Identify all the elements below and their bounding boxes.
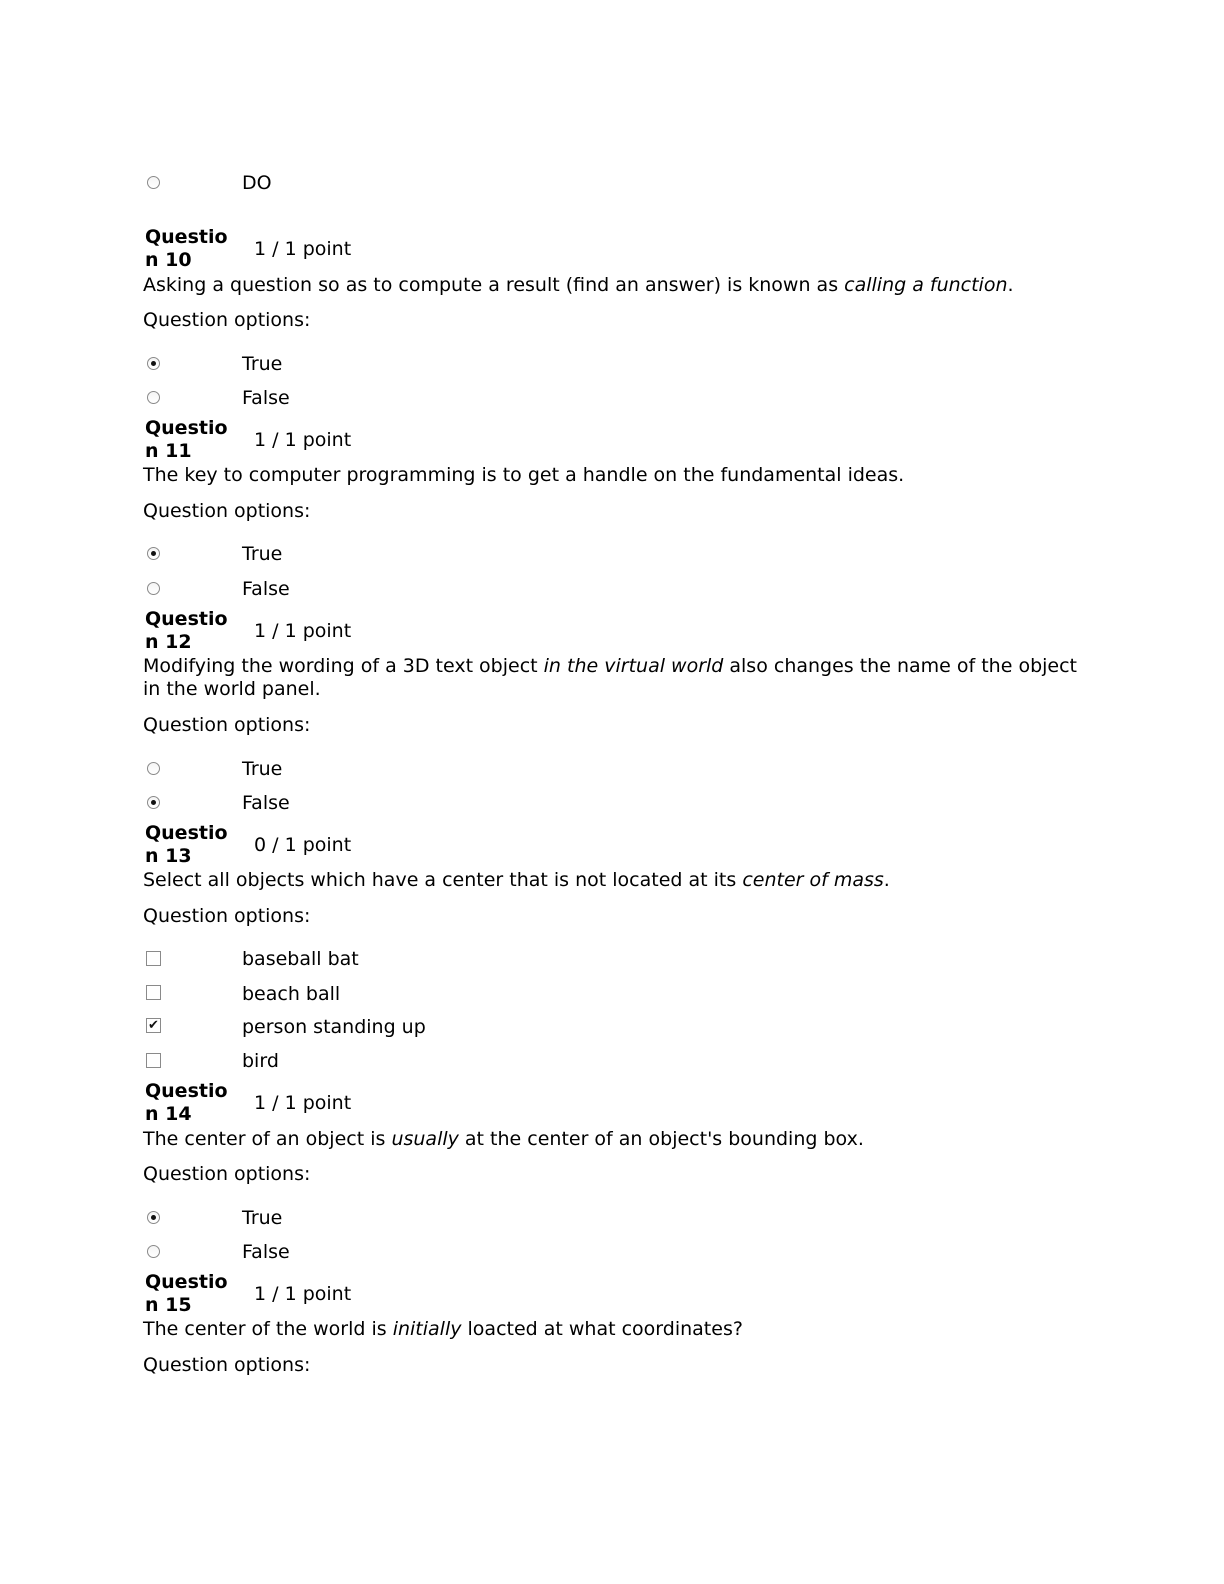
q14-option-false: False [242, 1241, 290, 1263]
q11-radio-true[interactable] [147, 547, 160, 560]
radio-do[interactable] [147, 176, 160, 189]
q14-radio-false[interactable] [147, 1245, 160, 1258]
q13-option-bird: bird [242, 1050, 279, 1072]
question-14-heading: Questio n 14 [145, 1080, 228, 1125]
question-13-heading: Questio n 13 [145, 822, 228, 867]
question-12-heading: Questio n 12 [145, 608, 228, 653]
q11-radio-false[interactable] [147, 582, 160, 595]
q12-radio-false[interactable] [147, 796, 160, 809]
question-11-options-label: Question options: [143, 500, 311, 522]
q11-option-false: False [242, 578, 290, 600]
q13-option-person-standing-up: person standing up [242, 1016, 426, 1038]
q10-radio-false[interactable] [147, 391, 160, 404]
q13-option-beach-ball: beach ball [242, 983, 341, 1005]
q13-option-baseball-bat: baseball bat [242, 948, 359, 970]
question-11-heading: Questio n 11 [145, 417, 228, 462]
q10-radio-true[interactable] [147, 357, 160, 370]
checkmark-icon: ✔ [148, 1018, 159, 1033]
question-10-heading: Questio n 10 [145, 226, 228, 271]
q10-option-false: False [242, 387, 290, 409]
question-11-points: 1 / 1 point [254, 429, 352, 451]
question-11-text: The key to computer programming is to get a handle on the fundamental ideas. [143, 464, 905, 486]
q12-option-true: True [242, 758, 283, 780]
question-10-options-label: Question options: [143, 309, 311, 331]
q11-option-true: True [242, 543, 283, 565]
question-14-points: 1 / 1 point [254, 1092, 352, 1114]
question-12-options-label: Question options: [143, 714, 311, 736]
question-13-points: 0 / 1 point [254, 834, 352, 856]
question-10-text: Asking a question so as to compute a result (find an answer) is known as calling a function. [143, 274, 1014, 296]
question-15-text: The center of the world is initially loacted at what coordinates? [143, 1318, 743, 1340]
question-15-options-label: Question options: [143, 1354, 311, 1376]
question-15-points: 1 / 1 point [254, 1283, 352, 1305]
question-15-heading: Questio n 15 [145, 1271, 228, 1316]
q10-option-true: True [242, 353, 283, 375]
q13-checkbox-beach-ball[interactable] [146, 985, 161, 1000]
q14-radio-true[interactable] [147, 1211, 160, 1224]
question-14-text: The center of an object is usually at the center of an object's bounding box. [143, 1128, 864, 1150]
q13-checkbox-person-standing-up[interactable] [146, 1018, 161, 1033]
question-13-text: Select all objects which have a center that is not located at its center of mass. [143, 869, 890, 891]
question-12-text: Modifying the wording of a 3D text object in the virtual world also changes the name of the object in the world panel. [143, 655, 1077, 700]
question-13-options-label: Question options: [143, 905, 311, 927]
q12-radio-true[interactable] [147, 762, 160, 775]
question-10-points: 1 / 1 point [254, 238, 352, 260]
question-12-points: 1 / 1 point [254, 620, 352, 642]
q12-option-false: False [242, 792, 290, 814]
option-do-label: DO [242, 172, 272, 194]
q14-option-true: True [242, 1207, 283, 1229]
q13-checkbox-bird[interactable] [146, 1053, 161, 1068]
q13-checkbox-baseball-bat[interactable] [146, 951, 161, 966]
question-14-options-label: Question options: [143, 1163, 311, 1185]
